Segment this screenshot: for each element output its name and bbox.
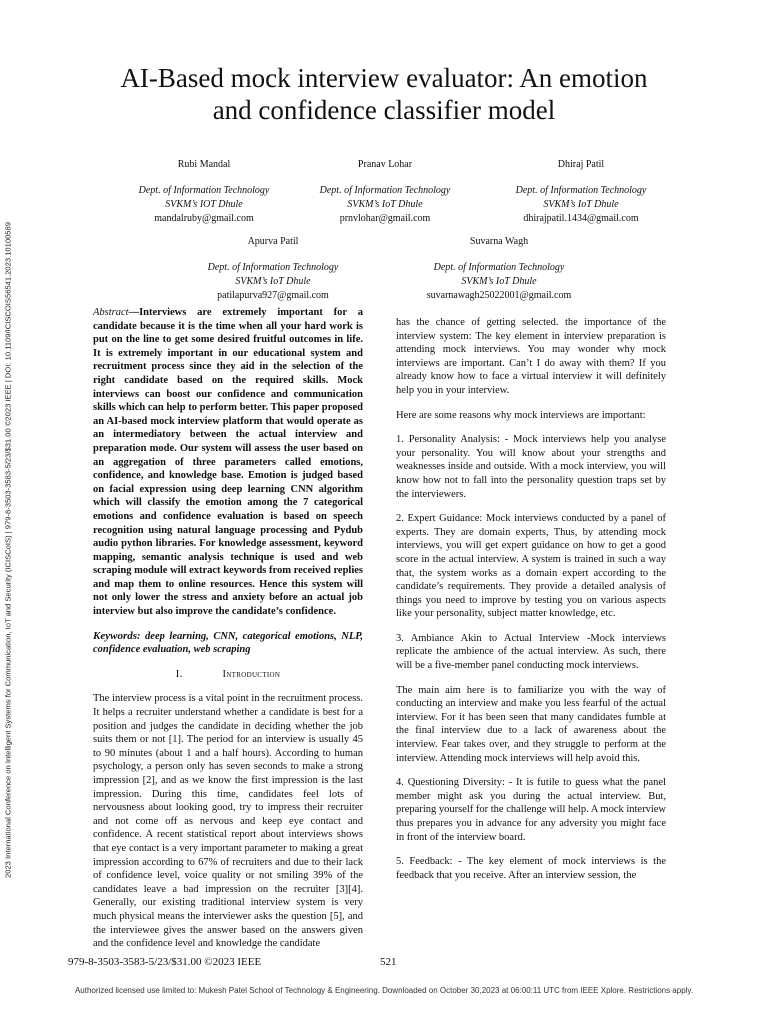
right-paragraph: 3. Ambiance Akin to Actual Interview -Mock interviews replicate the ambience of the actual interview. As such, there will be a five-member panel conducting mock interviews. xyxy=(396,632,666,672)
download-disclaimer: Authorized licensed use limited to: Mukesh Patel School of Technology & Engineering. Downloaded on October 30,2023 at 06:00:11 UTC from IEEE Xplore. Restrictions apply. xyxy=(74,986,694,995)
footer-copyright: 979-8-3503-3583-5/23/$31.00 ©2023 IEEE xyxy=(68,956,262,968)
page-number: 521 xyxy=(380,956,397,968)
author-block xyxy=(481,158,681,226)
right-column xyxy=(396,316,666,893)
author-email: dhirajpatil.1434@gmail.com xyxy=(523,213,639,224)
author-dept: Dept. of Information Technology xyxy=(138,185,270,196)
author-email: patilapurva927@gmail.com xyxy=(217,290,329,301)
author-name: Suvarna Wagh xyxy=(469,236,529,247)
author-block xyxy=(399,235,599,303)
author-org: SVKM’s IOT Dhule xyxy=(165,199,243,210)
author-name: Rubi Mandal xyxy=(177,159,231,170)
right-paragraph: has the chance of getting selected. the importance of the interview system: The key element in interview preparation is attending mock interviews. You may wonder why mock interviews are important. Can’t I do away with them? If you already know how to face a virtual interview it will definitely help you in your interview. xyxy=(396,317,666,396)
author-name: Pranav Lohar xyxy=(357,159,413,170)
section-heading xyxy=(93,668,363,682)
author-dept: Dept. of Information Technology xyxy=(515,185,647,196)
left-column xyxy=(93,306,363,962)
right-paragraph: Here are some reasons why mock interviews are important: xyxy=(396,409,646,421)
intro-paragraph: The interview process is a vital point in the recruitment process. It helps a recruiter understand whether a candidate is best for a position and judges the candidate in deciding whether the job suits them or not [1]. The period for an interview is usually 45 to 90 minutes (about 1 and a half hours). According to human psychology, a person only has seven seconds to make a strong impression [2], and as we know the first impression is the last impression. During this time, candidates feel lots of nervousness about looking good, try to impress their recruiter and not come off as nervous and keep eye contact and confidence. A recent statistical report about interviews shows that eye contact is a very important parameter to making a great impression according to 67% of recruiters and due to their lack of confidence level, voice quality or not smiling 39% of the candidates leave a bad impression on the recruiter [3][4]. Generally, our existing traditional interview system is very much physical means the interviewer asks the question [5], and the interviewee gives the answer based on the answers given and the confidence level and knowledge the candidate xyxy=(93,693,363,950)
author-org: SVKM’s IoT Dhule xyxy=(461,276,537,287)
author-dept: Dept. of Information Technology xyxy=(319,185,451,196)
title-line-1: AI-Based mock interview evaluator: An emotion xyxy=(120,63,648,93)
section-title: Introduction xyxy=(222,668,281,680)
right-paragraph: 2. Expert Guidance: Mock interviews conducted by a panel of experts. They are domain experts, Thus, by attending mock interviews, you will get expert guidance on how to get a good score in the actual interview. A system is trained in such a way that, the system works as a domain expert according to the candidate’s requirements. They provide a detailed analysis of things you need to improve by testing you on various aspects like your personality, subject matter knowledge, etc. xyxy=(396,513,666,620)
author-name: Apurva Patil xyxy=(247,236,299,247)
keywords xyxy=(93,630,363,657)
abstract xyxy=(93,306,363,619)
title-line-2: and confidence classifier model xyxy=(212,95,556,125)
conference-sidebar xyxy=(0,130,16,970)
abstract-label: Abstract xyxy=(93,307,129,318)
author-block xyxy=(173,235,373,303)
paper-title xyxy=(60,62,708,126)
author-org: SVKM’s IoT Dhule xyxy=(347,199,423,210)
author-email: prnvlohar@gmail.com xyxy=(339,213,431,224)
author-block xyxy=(285,158,485,226)
author-dept: Dept. of Information Technology xyxy=(433,262,565,273)
right-paragraph: 4. Questioning Diversity: - It is futile to guess what the panel member might ask you during the actual interview. But, preparing yourself for the challenge will help. A mock interview thus prepares you in advance for any adversity you might face in front of the interview board. xyxy=(396,777,667,843)
right-paragraph: 5. Feedback: - The key element of mock interviews is the feedback that you receive. After an interview session, the xyxy=(396,856,666,881)
author-block xyxy=(104,158,304,226)
abstract-text: —Interviews are extremely important for a candidate because it is the time when all your hard work is put on the line to get some desired fruitful outcomes in life. It is extremely important in our educational system and recruitment process since they aid in the selection of the right candidate based on the required skills. Mock interviews can boost our confidence and communication skills which can help to perform better. This paper proposed an AI-based mock interview platform that would operate as an intermediatory between the actual interview and preparation mode. Our system will assess the user based on an aggregation of three parameters called emotions, confidence, and knowledge base. Emotion is judged based on facial expression using deep learning CNN algorithm which will classify the emotion among the 7 categorical emotions and confidence evaluation is based on speech recognition using natural language processing and Pydub audio python libraries. For knowledge assessment, keyword mapping, semantic analysis technique is used and web scraping module will extract keywords from received replies and map them to online resources. Hence this system will not only lower the stress and anxiety before an actual job interview but also improve the candidate’s confidence. xyxy=(93,307,363,618)
right-paragraph: The main aim here is to familiarize you with the way of conducting an interview and make you less fearful of the actual interview. For it has been seen that many candidates fumble at the final interview due to a lack of awareness about the interview. Fear takes over, and they struggle to perform at the interview. Attending mock interviews will help avoid this. xyxy=(396,684,666,764)
section-number: I. xyxy=(175,668,183,680)
right-paragraph: 1. Personality Analysis: - Mock interviews help you analyse your personality. You will know about your strengths and weaknesses inside and outside. With a mock interview, you will know how not to fall into the personality question traps set by the interviewers. xyxy=(396,434,666,500)
author-email: mandalruby@gmail.com xyxy=(154,213,254,224)
sidebar-text: 2023 International Conference on Intelligent Systems for Communication, IoT and Security (ICISCoIS) | 979-8-3503-3583-5/23/$31.00 ©2023 IEEE | DOI: 10.1109/ICISCOIS56541.2023.10100589 xyxy=(3,222,13,878)
author-name: Dhiraj Patil xyxy=(557,159,605,170)
author-dept: Dept. of Information Technology xyxy=(207,262,339,273)
keywords-text: : deep learning, CNN, categorical emotions, NLP, confidence evaluation, web scraping xyxy=(93,630,363,656)
author-org: SVKM’s IoT Dhule xyxy=(235,276,311,287)
author-email: suvarnawagh25022001@gmail.com xyxy=(426,290,572,301)
author-org: SVKM’s IoT Dhule xyxy=(543,199,619,210)
keywords-label: Keywords xyxy=(93,629,137,642)
